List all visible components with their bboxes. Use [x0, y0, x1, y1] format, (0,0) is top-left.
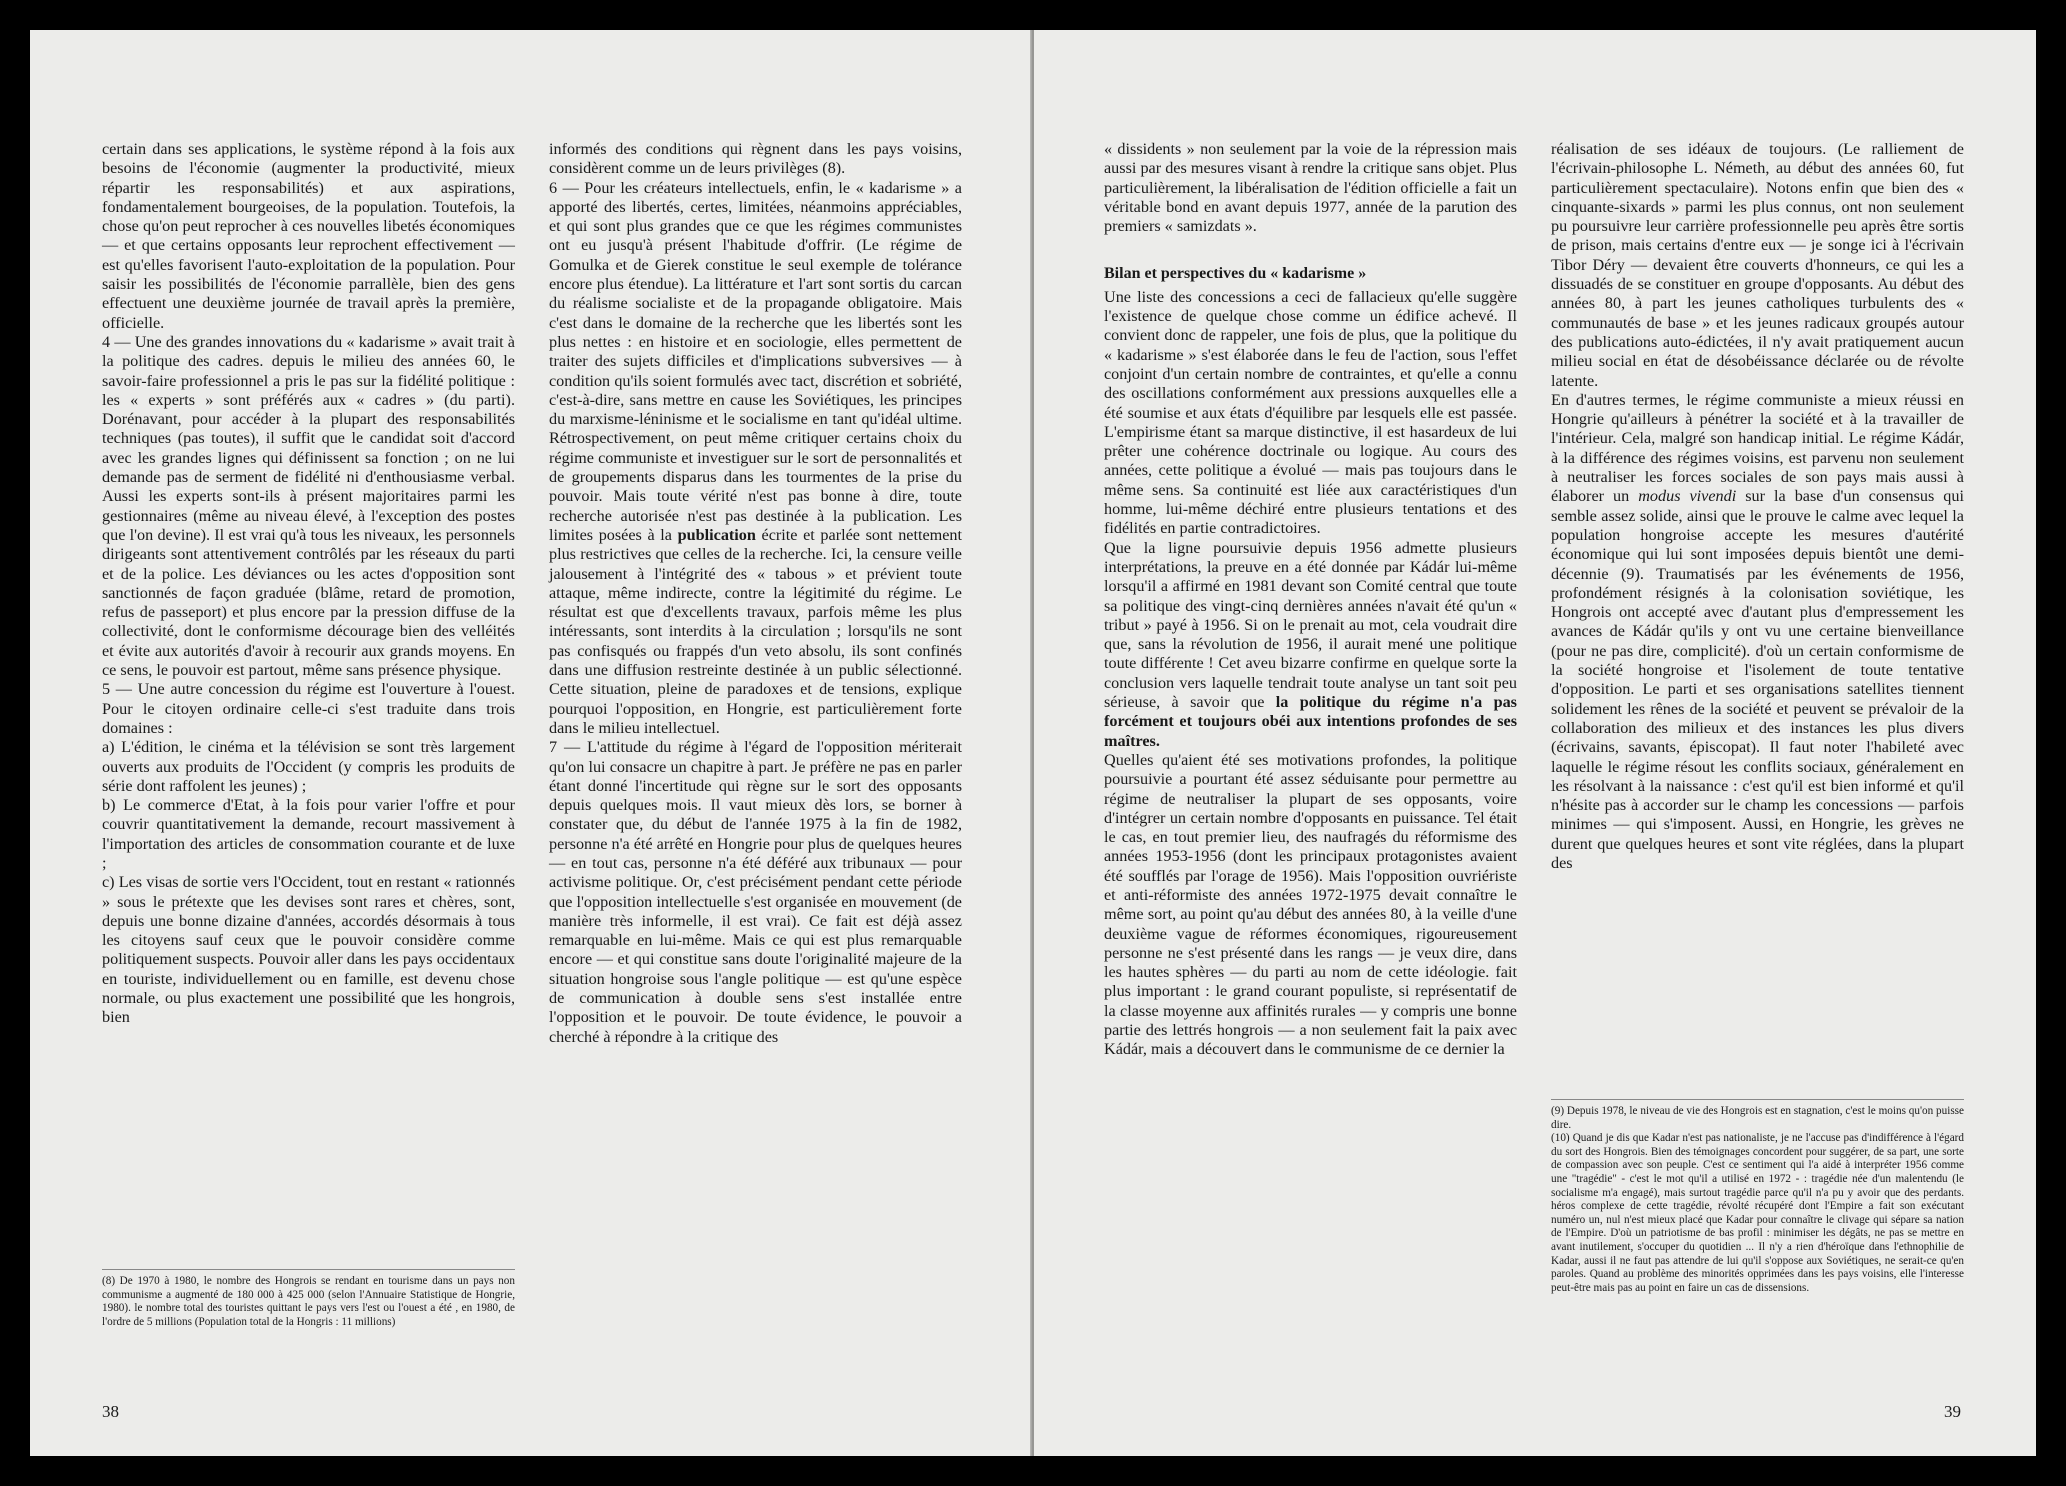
- paragraph: certain dans ses applications, le système répond à la fois aux besoins de l'économie (augmenter la productivité, mieux répartir les responsabilités) et aux aspirations, fondamentalement bourgeoises, de la population. Toutefois, la chose qu'on peut reprocher à ces nouvelles libetés économiques — et que certains opposants leur reprochent effectivement — est qu'elles favorisent l'auto-exploitation de la population. Pour saisir les possibilités de l'économie parrallèle, bien des gens effectuent une deuxième journée de travail après la première, officielle.: [102, 140, 515, 332]
- paragraph: 4 — Une des grandes innovations du « kadarisme » avait trait à la politique des cadres. depuis le milieu des années 60, le savoir-faire professionnel a pris le pas sur la fidélité politique : les « experts » sont préférés aux « cadres » (du parti). Dorénavant, pour accéder à la plupart des responsabilités techniques (pas toutes), il suffit que le candidat soit d'accord avec les grandes lignes qui définissent sa fonction ; on ne lui demande pas de serment de fidélité ni d'enthousiasme verbal. Aussi les experts sont-ils à présent majoritaires parmi les gestionnaires (même au niveau élevé, à l'exception des postes que l'on devine). Il est vrai qu'à tous les niveaux, les personnels dirigeants sont attentivement contrôlés par les réseaux du parti et de la police. Les déviances ou les actes d'opposition sont sanctionnés de façon graduée (blâme, retard de promotion, refus de passeport) et plus encore par la pression diffuse de la collectivité, dont le conformisme décourage bien des velléités et évite aux autorités d'avoir à recourir aux grands moyens. En ce sens, le pouvoir est partout, même sans présence physique.: [102, 332, 515, 680]
- paragraph-text: 6 — Pour les créateurs intellectuels, enfin, le « kadarisme » a apporté des libertés, certes, limitées, néanmoins appréciables, et qui sont plus grandes que ce que les régimes communistes ont eu jusqu'à présent l'habitude d'offrir. (Le régime de Gomulka et de Gierek constitue le seul exemple de tolérance encore plus étendue). La littérature et l'art sont sortis du carcan du réalisme socialiste et de la propagande obligatoire. Mais c'est dans le domaine de la recherche que les libertés sont les plus nettes : en histoire et en sociologie, elles permettent de traiter des sujets difficiles et d'implications subversives — à condition qu'ils soient formulés avec tact, discrétion et sobriété, c'est-à-dire, sans mettre en cause les Soviétiques, les principes du marxisme-léninisme et le socialisme en tant qu'idéal ultime. Rétrospectivement, on peut même critiquer certains choix du régime communiste et investiguer sur le sort de personnalités et de groupements disparus dans les tourmentes de la prise du pouvoir. Mais toute vérité n'est pas bonne à dire, toute recherche autorisée n'est pas destinée à la publication. Les limites posées à la: [549, 178, 962, 544]
- paragraph: Une liste des concessions a ceci de fallacieux qu'elle suggère l'existence de quelque chose comme un édifice achevé. Il convient donc de rappeler, une fois de plus, que la politique du « kadarisme » s'est élaborée dans le feu de l'action, sous l'effet conjoint d'un certain nombre de contraintes, et qu'elle a connu des oscillations conformément aux pressions auxquelles elle a été soumise et aux états d'équilibre par lesquels elle est passée. L'empirisme étant sa marque distinctive, il est hasardeux de lui prêter une cohérence doctrinale ou logique. Au cours des années, cette politique a évolué — mais pas toujours dans le même sens. Sa continuité est liée aux caractéristiques d'un homme, lui-même déchiré entre plusieurs tentations et des fidélités en partie contradictoires.: [1104, 287, 1517, 538]
- paragraph-text: sur la base d'un consensus qui semble assez solide, ainsi que le prouve le calme avec lequel la population hongroise accepte les mesures d'autérité économique qui lui sont imposées depuis bientôt une demi-décennie (9). Traumatisés par les événements de 1956, profondément résignés à la colonisation soviétique, les Hongrois ont accepté avec d'autant plus d'empressement les avances de Kádár qu'ils y ont vu une certaine bienveillance (pour ne pas dire, complicité). d'où un certain conformisme de la société hongroise et l'isolement de toute tentative d'opposition. Le parti et ses organisations satellites tiennent solidement les rênes de la société et peuvent se prévaloir de la collaboration des milieux et des instances les plus divers (écrivains, savants, épiscopat). Il faut noter l'habileté avec laquelle le régime résout les conflits sociaux, généralement en les résolvant à la naissance : c'est qu'il est bien informé et qu'il n'hésite pas à accorder sur le champ les concessions — parfois minimes — qui s'imposent. Aussi, en Hongrie, les grèves ne durent que quelques heures et sont vite réglées, dans la plupart des: [1551, 487, 1964, 872]
- right-page-column-1: [1104, 140, 1517, 1060]
- paragraph: [549, 179, 962, 739]
- left-page-column-1: [102, 140, 515, 1028]
- italic-term: modus vivendi: [1638, 487, 1737, 506]
- paragraph: b) Le commerce d'Etat, à la fois pour varier l'offre et pour couvrir quantitativement la demande, recourt massivement à l'importation des articles de consommation courante et de luxe ;: [102, 796, 515, 872]
- right-page-column-2: [1551, 140, 1964, 873]
- footnote: (10) Quand je dis que Kadar n'est pas nationaliste, je ne l'accuse pas d'indifférence à l'égard du sort des Hongrois. Bien des témoignages concordent pour suggérer, de sa part, une sorte de compassion avec son peuple. C'est ce sentiment qui l'a aidé à interpréter 1956 comme une "tragédie" - c'est le mot qu'il a utilisé en 1972 - : tragédie née d'un malentendu (le socialisme m'a engagé), mais surtout tragédie parce qu'il n'a pu y avoir que des perdants. héros complexe de cette tragédie, révolté récupéré dont l'Empire a fait son exécutant numéro un, nul n'est mieux placé que Kadar pour connaître le clivage qui sépare sa nation de l'Empire. D'où un patriotisme de bas profil : minimiser les dégâts, ne pas se mettre en avant inutilement, s'occuper du quotidien ... Il n'y a rien d'héroïque dans l'ethnophilie de Kadar, aussi il ne faut pas attendre de lui qu'il s'oppose aux Soviétiques, ne serait-ce qu'en paroles. Quand au problème des minorités opprimées dans les pays voisins, elle l'interesse peut-être mais pas au point en faire un cas de dissensions.: [1551, 1132, 1964, 1294]
- paragraph: « dissidents » non seulement par la voie de la répression mais aussi par des mesures visant à rendre la critique sans objet. Plus particulièrement, la libéralisation de l'édition officielle a fait un véritable bond en avant depuis 1977, année de la parution des premiers « samizdats ».: [1104, 140, 1517, 236]
- footnote: (8) De 1970 à 1980, le nombre des Hongrois se rendant en tourisme dans un pays non communisme a augmenté de 180 000 à 425 000 (selon l'Annuaire Statistique de Hongrie, 1980). le nombre total des touristes quittant le pays vers l'est ou l'ouest a été , en 1980, de l'ordre de 5 millions (Population total de la Hongris : 11 millions): [102, 1275, 515, 1328]
- left-page-column-2: [549, 140, 962, 1047]
- page-number: 38: [102, 1402, 119, 1421]
- paragraph-text: Que la ligne poursuivie depuis 1956 admette plusieurs interprétations, la preuve en a été donnée par Kádár lui-même lorsqu'il a affirmé en 1981 devant son Comité central que toute sa politique des vingt-cinq dernières années n'avait été qu'un « tribut » payé à 1956. Si on le prenait au mot, cela voudrait dire que, sans la révolution de 1956, il aurait mené une politique toute différente ! Cet aveu bizarre confirme en quelque sorte la conclusion vers laquelle tendrait toute analyse un tant soit peu sérieuse, à savoir que: [1104, 538, 1517, 712]
- footnotes: [1551, 1099, 1964, 1295]
- footnotes: [102, 1269, 515, 1329]
- paragraph: [1551, 391, 1964, 873]
- paragraph: 7 — L'attitude du régime à l'égard de l'opposition mériterait qu'on lui consacre un chapitre à part. Je préfère ne pas en parler étant donné l'incertitude qui règne sur le sort des opposants depuis quelques mois. Il vaut mieux dès lors, se borner à constater que, du début de l'année 1975 à la fin de 1982, personne n'a été arrêté en Hongrie pour plus de quelques heures — en tout cas, personne n'a été déféré aux tribunaux — pour activisme politique. Or, c'est précisément pendant cette période que l'opposition intellectuelle s'est organisée en mouvement (de manière très informelle, il est vrai). Ce fait est déjà assez remarquable en lui-même. Mais ce qui est plus remarquable encore — et qui constitue sans doute l'originalité majeure de la situation hongroise sous l'angle politique — est qu'une espèce de communication à double sens s'est installée entre l'opposition et le pouvoir. De toute évidence, le pouvoir a cherché à répondre à la critique des: [549, 738, 962, 1046]
- book-spread: [30, 30, 2036, 1456]
- footnote: (9) Depuis 1978, le niveau de vie des Hongrois est en stagnation, c'est le moins qu'on puisse dire.: [1551, 1105, 1964, 1131]
- paragraph: c) Les visas de sortie vers l'Occident, tout en restant « rationnés » sous le prétexte que les devises sont rares et chères, sont, depuis une bonne dizaine d'années, accordés désormais à tous les citoyens sauf ceux que le pouvoir considère comme politiquement suspects. Pouvoir aller dans les pays occidentaux en touriste, individuellement ou en famille, est devenu chose normale, ou plus exactement une possibilité que les hongrois, bien: [102, 873, 515, 1027]
- paragraph: a) L'édition, le cinéma et la télévision se sont très largement ouverts aux produits de l'Occident (y compris les produits de série dont raffolent les jeunes) ;: [102, 738, 515, 795]
- paragraph: réalisation de ses idéaux de toujours. (Le ralliement de l'écrivain-philosophe L. Németh, au début des années 60, fut particulièrement spectaculaire). Notons enfin que bien des « cinquante-sixards » parmi les plus connus, ont non seulement pu poursuivre leur carrière professionnelle peu après être sortis de prison, mais certains d'entre eux — je songe ici à l'écrivain Tibor Déry — devaient être couverts d'honneurs, ce qui les a dissuadés de se constituer en groupe d'opposants. Au début des années 80, à part les jeunes catholiques turbulents des « communautés de base » et les jeunes radicaux groupés autour des publications auto-édictées, il n'y avait pratiquement aucun milieu social en état de désobéissance déclarée ou de révolte latente.: [1551, 140, 1964, 390]
- left-page: [30, 30, 1032, 1456]
- paragraph: Quelles qu'aient été ses motivations profondes, la politique poursuivie a pourtant été assez séduisante pour permettre au régime de neutraliser la plupart de ses opposants, voire d'intégrer un certain nombre d'opposants en puissance. Tel était le cas, en tout premier lieu, des naufragés du réformisme des années 1953-1956 (dont les principaux protagonistes avaient été soufflés par l'orage de 1956). Mais l'opposition ouvriériste et anti-réformiste des années 1972-1975 devait connaître le même sort, au point qu'au début des années 80, à la veille d'une deuxième vague de réformes économiques, rigoureusement personne ne s'est présenté dans les rangs — je veux dire, dans les hautes sphères — du parti au nom de cette idéologie. fait plus important : le grand courant populiste, si représentatif de la classe moyenne aux affinités rurales — y compris une bonne partie des lettrés hongrois — a non seulement fait la paix avec Kádár, mais a découvert dans le communisme de ce dernier la: [1104, 750, 1517, 1059]
- paragraph-text: écrite et parlée sont nettement plus restrictives que celles de la recherche. Ici, la censure veille jalousement à l'intégrité des « tabous » et prévient toute attaque, même indirecte, contre la légitimité du régime. Le résultat est que d'excellents travaux, parfois même les plus intéressants, sont interdits à la circulation ; lorsqu'ils ne sont pas confisqués ou frappés d'un veto absolu, ils sont confinés dans une diffusion restreinte destinée à un public sélectionné. Cette situation, pleine de paradoxes et de tensions, explique pourquoi l'opposition, en Hongrie, est particulièrement forte dans le milieu intellectuel.: [549, 525, 963, 737]
- bold-statement: la politique du régime n'a pas forcément et toujours obéi aux intentions profondes de ses maîtres.: [1104, 693, 1517, 750]
- paragraph: 5 — Une autre concession du régime est l'ouverture à l'ouest. Pour le citoyen ordinaire celle-ci s'est traduite dans trois domaines :: [102, 680, 515, 737]
- right-page: [1034, 30, 2036, 1456]
- section-heading: Bilan et perspectives du « kadarisme »: [1104, 265, 1367, 283]
- paragraph: [1104, 539, 1517, 751]
- bold-term: publication: [677, 525, 756, 544]
- paragraph: informés des conditions qui règnent dans les pays voisins, considèrent comme un de leurs privilèges (8).: [549, 140, 962, 178]
- page-number: 39: [1944, 1402, 1961, 1421]
- paragraph-text: En d'autres termes, le régime communiste a mieux réussi en Hongrie qu'ailleurs à pénétrer la société et à la travailler de l'intérieur. Cela, malgré son handicap initial. Le régime Kádár, à la différence des régimes voisins, est parvenu non seulement à neutraliser les forces sociales de son pays mais aussi à élaborer un: [1551, 390, 1964, 506]
